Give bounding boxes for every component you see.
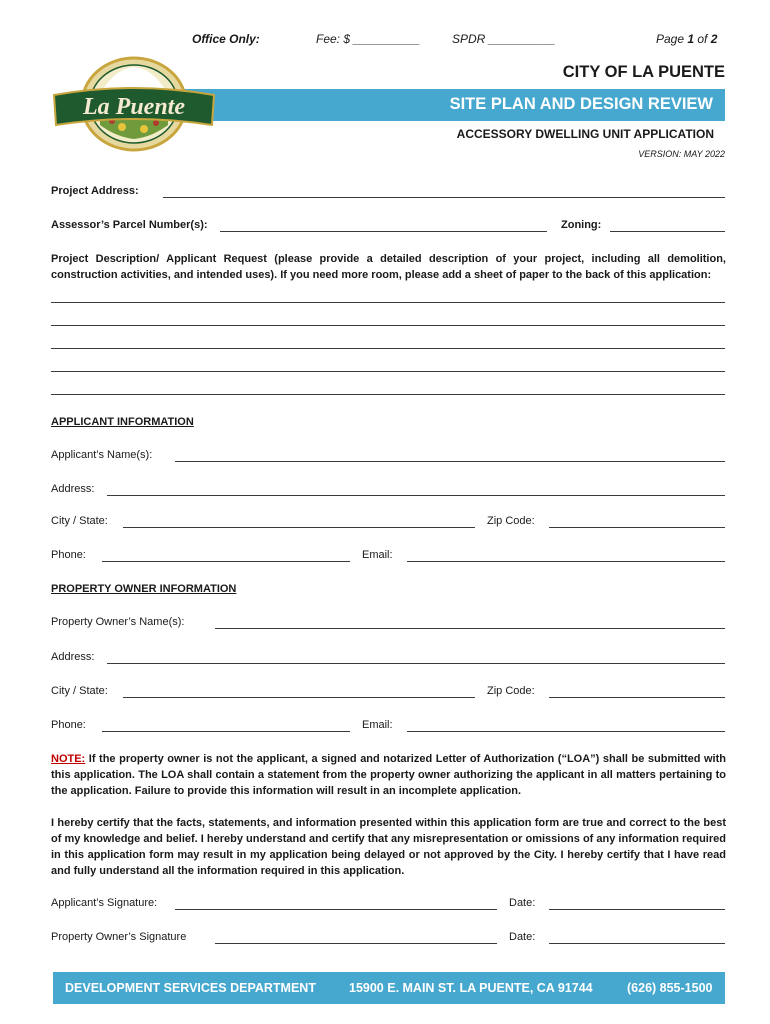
version-label: VERSION: MAY 2022 (638, 149, 725, 159)
note-label: NOTE: (51, 753, 86, 765)
owner-email-field[interactable] (407, 731, 725, 732)
note-text: If the property owner is not the applicant, a signed and notarized Letter of Authorization (“LOA”) shall be submitted with this application. The LOA shall contain a statement from the property owner authorizing the applicant in all matters pertaining to the application. Failure to provide this information will result in an incomplete application. (51, 753, 726, 797)
owner-email-label: Email: (362, 719, 393, 731)
owner-date-field[interactable] (549, 943, 725, 944)
footer-phone: (626) 855-1500 (627, 981, 713, 995)
project-address-field[interactable] (163, 197, 725, 198)
owner-city-field[interactable] (123, 697, 475, 698)
owner-signature-label: Property Owner’s Signature (51, 931, 187, 943)
city-title: CITY OF LA PUENTE (562, 63, 725, 81)
applicant-zip-label: Zip Code: (487, 515, 535, 527)
owner-name-label: Property Owner’s Name(s): (51, 616, 185, 628)
page-indicator: Page 1 of 2 (656, 32, 718, 46)
description-line-2[interactable] (51, 325, 725, 326)
description-line-1[interactable] (51, 302, 725, 303)
logo-text: La Puente (83, 94, 185, 120)
certification-statement: I hereby certify that the facts, statements, and information presented within this application form are true and correct to the best of my knowledge and belief. I hereby understand and certify that any misrepresentation or omissions of any information required in this application form may result in my application being delayed or not approved by the City. I hereby certify that I have read and fully understand all the information required in this application. (51, 817, 726, 877)
office-only-label: Office Only: (192, 32, 260, 46)
city-seal-logo (52, 55, 216, 153)
applicant-address-label: Address: (51, 483, 95, 495)
apn-label: Assessor’s Parcel Number(s): (51, 219, 208, 231)
owner-zip-field[interactable] (549, 697, 725, 698)
banner-title: SITE PLAN AND DESIGN REVIEW (449, 95, 713, 113)
description-line-5[interactable] (51, 394, 725, 395)
applicant-email-field[interactable] (407, 561, 725, 562)
project-description-instructions: Project Description/ Applicant Request (please provide a detailed description of your project, including all demolition, construction activities, and intended uses). If you need more room, please add a sheet of paper to the back of this application: (51, 253, 726, 281)
fee-field: Fee: $ __________ (316, 32, 421, 46)
applicant-city-field[interactable] (123, 527, 475, 528)
applicant-signature-field[interactable] (175, 909, 497, 910)
applicant-zip-field[interactable] (549, 527, 725, 528)
owner-name-field[interactable] (215, 628, 725, 629)
owner-heading: PROPERTY OWNER INFORMATION (51, 583, 237, 595)
applicant-name-field[interactable] (175, 461, 725, 462)
applicant-phone-label: Phone: (51, 549, 86, 561)
description-line-3[interactable] (51, 348, 725, 349)
footer-department: DEVELOPMENT SERVICES DEPARTMENT (65, 981, 316, 995)
owner-zip-label: Zip Code: (487, 685, 535, 697)
owner-signature-field[interactable] (215, 943, 497, 944)
spdr-field: SPDR __________ (452, 32, 556, 46)
applicant-signature-label: Applicant’s Signature: (51, 897, 158, 909)
loa-note (51, 751, 726, 799)
applicant-address-field[interactable] (107, 495, 725, 496)
owner-date-label: Date: (509, 931, 536, 943)
footer-bar (53, 972, 725, 1004)
owner-phone-label: Phone: (51, 719, 86, 731)
owner-address-label: Address: (51, 651, 95, 663)
title-banner (143, 89, 725, 121)
owner-city-label: City / State: (51, 685, 108, 697)
form-subtitle: ACCESSORY DWELLING UNIT APPLICATION (456, 127, 714, 141)
applicant-name-label: Applicant’s Name(s): (51, 449, 153, 461)
zoning-field[interactable] (610, 231, 725, 232)
applicant-city-label: City / State: (51, 515, 108, 527)
description-line-4[interactable] (51, 371, 725, 372)
owner-phone-field[interactable] (102, 731, 350, 732)
project-address-label: Project Address: (51, 185, 139, 197)
applicant-date-label: Date: (509, 897, 536, 909)
zoning-label: Zoning: (561, 219, 602, 231)
owner-address-field[interactable] (107, 663, 725, 664)
applicant-date-field[interactable] (549, 909, 725, 910)
applicant-email-label: Email: (362, 549, 393, 561)
footer-address: 15900 E. MAIN ST. LA PUENTE, CA 91744 (349, 981, 593, 995)
applicant-heading: APPLICANT INFORMATION (51, 416, 194, 428)
apn-field[interactable] (220, 231, 547, 232)
applicant-phone-field[interactable] (102, 561, 350, 562)
